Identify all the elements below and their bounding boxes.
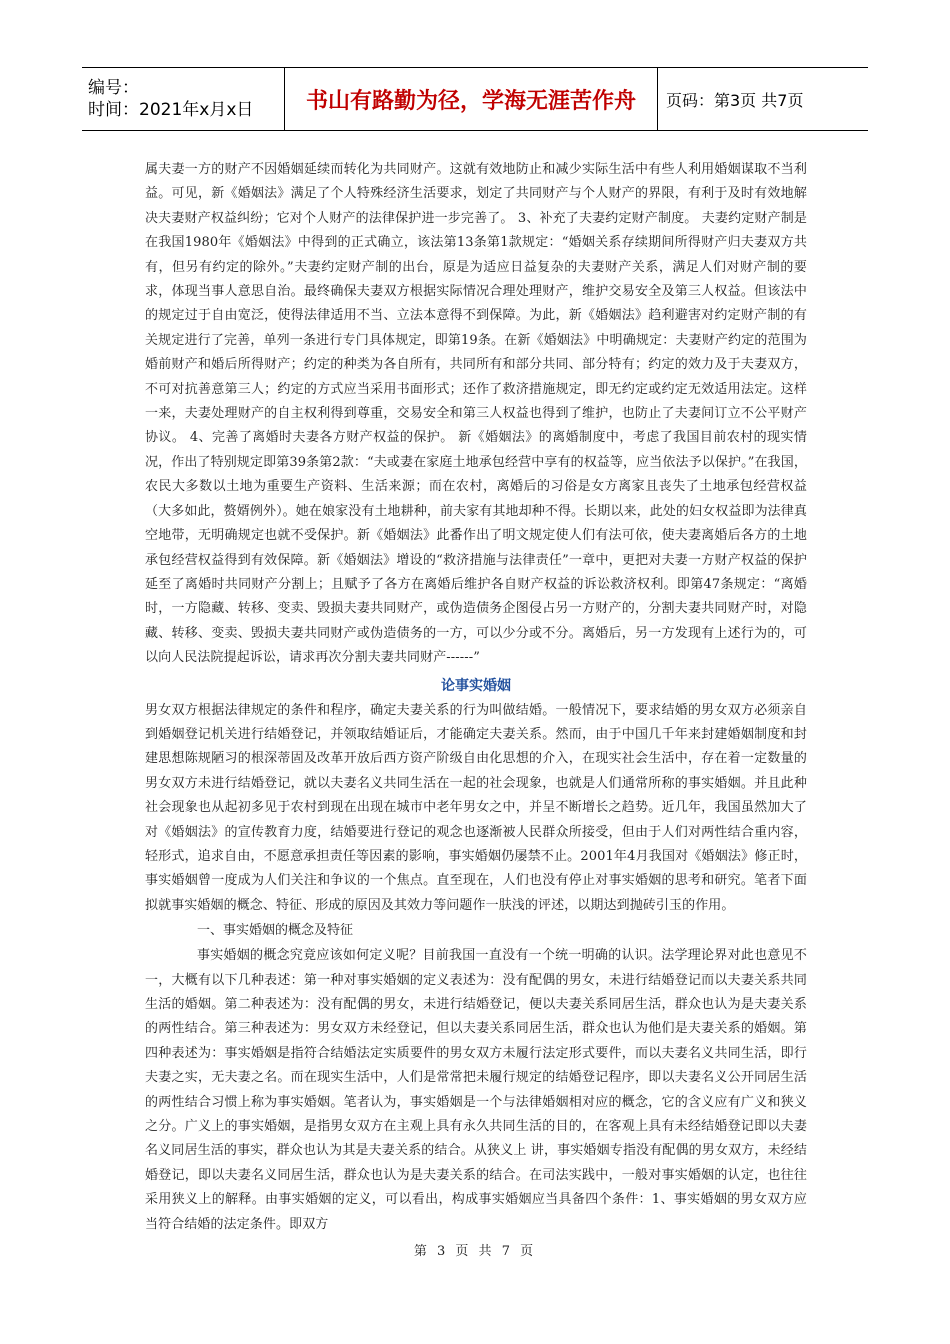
page-footer: 第 3 页 共 7 页 <box>413 1244 537 1259</box>
header-meta-cell <box>82 68 285 130</box>
document-body <box>145 158 807 1237</box>
page-header <box>82 67 868 131</box>
motto-text: 书山有路勤为径，学海无涯苦作舟 <box>305 88 636 114</box>
section-paragraph: 男女双方根据法律规定的条件和程序，确定夫妻关系的行为叫做结婚。一般情况下，要求结婚的男女双方必须亲自到婚姻登记机关进行结婚登记，并领取结婚证后，才能确定夫妻关系。然而，由于中国几千年来封建婚姻制度和封建思想陈规陋习的根深蒂固及改革开放后西方资产阶级自由化思想的介入，在现实社会生活中，存在着一定数量的男女双方未进行结婚登记，就以夫妻名义共同生活在一起的社会现象，也就是人们通常所称的事实婚姻。并且此种社会现象也从起初多见于农村到现在出现在城市中老年男女之中，并呈不断增长之趋势。近几年，我国虽然加大了对《婚姻法》的宣传教育力度，结婚要进行登记的观念也逐渐被人民群众所接受，但由于人们对两性结合重内容，轻形式，追求自由，不愿意承担责任等因素的影响，事实婚姻仍屡禁不止。2001年4月我国对《婚姻法》修正时，事实婚姻曾一度成为人们关注和争议的一个焦点。直至现在，人们也没有停止对事实婚姻的思考和研究。笔者下面拟就事实婚姻的概念、特征、形成的原因及其效力等问题作一肤浅的评述，以期达到抛砖引玉的作用。 <box>145 702 807 913</box>
concept-paragraph: 事实婚姻的概念究竟应该如何定义呢？目前我国一直没有一个统一明确的认识。法学理论界对此也意见不一，大概有以下几种表述：第一种对事实婚姻的定义表述为：没有配偶的男女，未进行结婚登记而以夫妻关系共同生活的婚姻。第二种表述为：没有配偶的男女，未进行结婚登记，便以夫妻关系同居生活，群众也认为是夫妻关系的两性结合。第三种表述为：男女双方未经登记，但以夫妻关系同居生活，群众也认为他们是夫妻关系的婚姻。第四种表述为：事实婚姻是指符合结婚法定实质要件的男女双方未履行法定形式要件，而以夫妻名义共同生活，即行夫妻之实，无夫妻之名。而在现实生活中，人们是常常把未履行规定的结婚登记程序，即以夫妻名义公开同居生活的两性结合习惯上称为事实婚姻。笔者认为，事实婚姻是一个与法律婚姻相对应的概念，它的含义应有广义和狭义之分。广义上的事实婚姻，是指男女双方在主观上具有永久共同生活的目的，在客观上具有未经结婚登记即以夫妻名义同居生活的事实，群众也认为其是夫妻关系的结合。从狭义上 讲，事实婚姻专指没有配偶的男女双方，未经结婚登记，即以夫妻名义同居生活，群众也认为是夫妻关系的结合。在司法实践中，一般对事实婚姻的认定，也往往采用狭义上的解释。由事实婚姻的定义，可以看出，构成事实婚姻应当具备四个条件：1、事实婚姻的男女双方应当符合结婚的法定条件。即双方 <box>145 948 807 1232</box>
section-title: 论事实婚姻 <box>441 677 511 694</box>
header-motto-cell <box>285 68 658 130</box>
page-info-text: 页码：第3页 共7页 <box>666 90 804 110</box>
subheading-concept: 一、事实婚姻的概念及特征 <box>197 923 354 939</box>
date-label: 时间：2021年x月x日 <box>88 100 254 120</box>
doc-number-label: 编号： <box>88 78 139 98</box>
header-page-cell <box>658 68 868 130</box>
intro-paragraph: 属夫妻一方的财产不因婚姻延续而转化为共同财产。这就有效地防止和减少实际生活中有些人利用婚姻谋取不当利益。可见，新《婚姻法》满足了个人特殊经济生活要求，划定了共同财产与个人财产的界限，有利于及时有效地解决夫妻财产权益纠纷；它对个人财产的法律保护进一步完善了。 3、补充了夫妻约定财产制度。 夫妻约定财产制是在我国1980年《婚姻法》中得到的正式确立，该法第13条第1款规定：“婚姻关系存续期间所得财产归夫妻双方共有，但另有约定的除外。”夫妻约定财产制的出台，原是为适应日益复杂的夫妻财产关系，满足人们对财产制的要求，体现当事人意思自治。最终确保夫妻双方根据实际情况合理处理财产，维护交易安全及第三人权益。但该法中的规定过于自由宽泛，使得法律适用不当、立法本意得不到保障。为此，新《婚姻法》趋利避害对约定财产制的有关规定进行了完善，单列一条进行专门具体规定，即第19条。在新《婚姻法》中明确规定：夫妻财产约定的范围为婚前财产和婚后所得财产；约定的种类为各自所有，共同所有和部分共同、部分特有；约定的效力及于夫妻双方，不可对抗善意第三人；约定的方式应当采用书面形式；还作了救济措施规定，即无约定或约定无效适用法定。这样一来，夫妻处理财产的自主权利得到尊重，交易安全和第三人权益也得到了维护，也防止了夫妻间订立不公平财产协议。 4、完善了离婚时夫妻各方财产权益的保护。 新《婚姻法》的离婚制度中，考虑了我国目前农村的现实情况，作出了特别规定即第39条第2款：“夫或妻在家庭土地承包经营中享有的权益等，应当依法予以保护。”在我国，农民大多数以土地为重要生产资料、生活来源；而在农村，离婚后的习俗是女方离家且丧失了土地承包经营权益（大多如此，赘婿例外）。她在娘家没有土地耕种，前夫家有其地却种不得。长期以来，此处的妇女权益即为法律真空地带，无明确规定也就不受保护。新《婚姻法》此番作出了明文规定使人们有法可依，使夫妻离婚后各方的土地承包经营权益得到有效保障。新《婚姻法》增设的“救济措施与法律责任”一章中，更把对夫妻一方财产权益的保护延至了离婚时共同财产分割上；且赋予了各方在离婚后维护各自财产权益的诉讼救济权利。即第47条规定：“离婚时，一方隐藏、转移、变卖、毁损夫妻共同财产，或伪造债务企图侵占另一方财产的，分割夫妻共同财产时，对隐藏、转移、变卖、毁损夫妻共同财产或伪造债务的一方，可以少分或不分。离婚后，另一方发现有上述行为的，可以向人民法院提起诉讼，请求再次分割夫妻共同财产------” <box>145 162 807 666</box>
